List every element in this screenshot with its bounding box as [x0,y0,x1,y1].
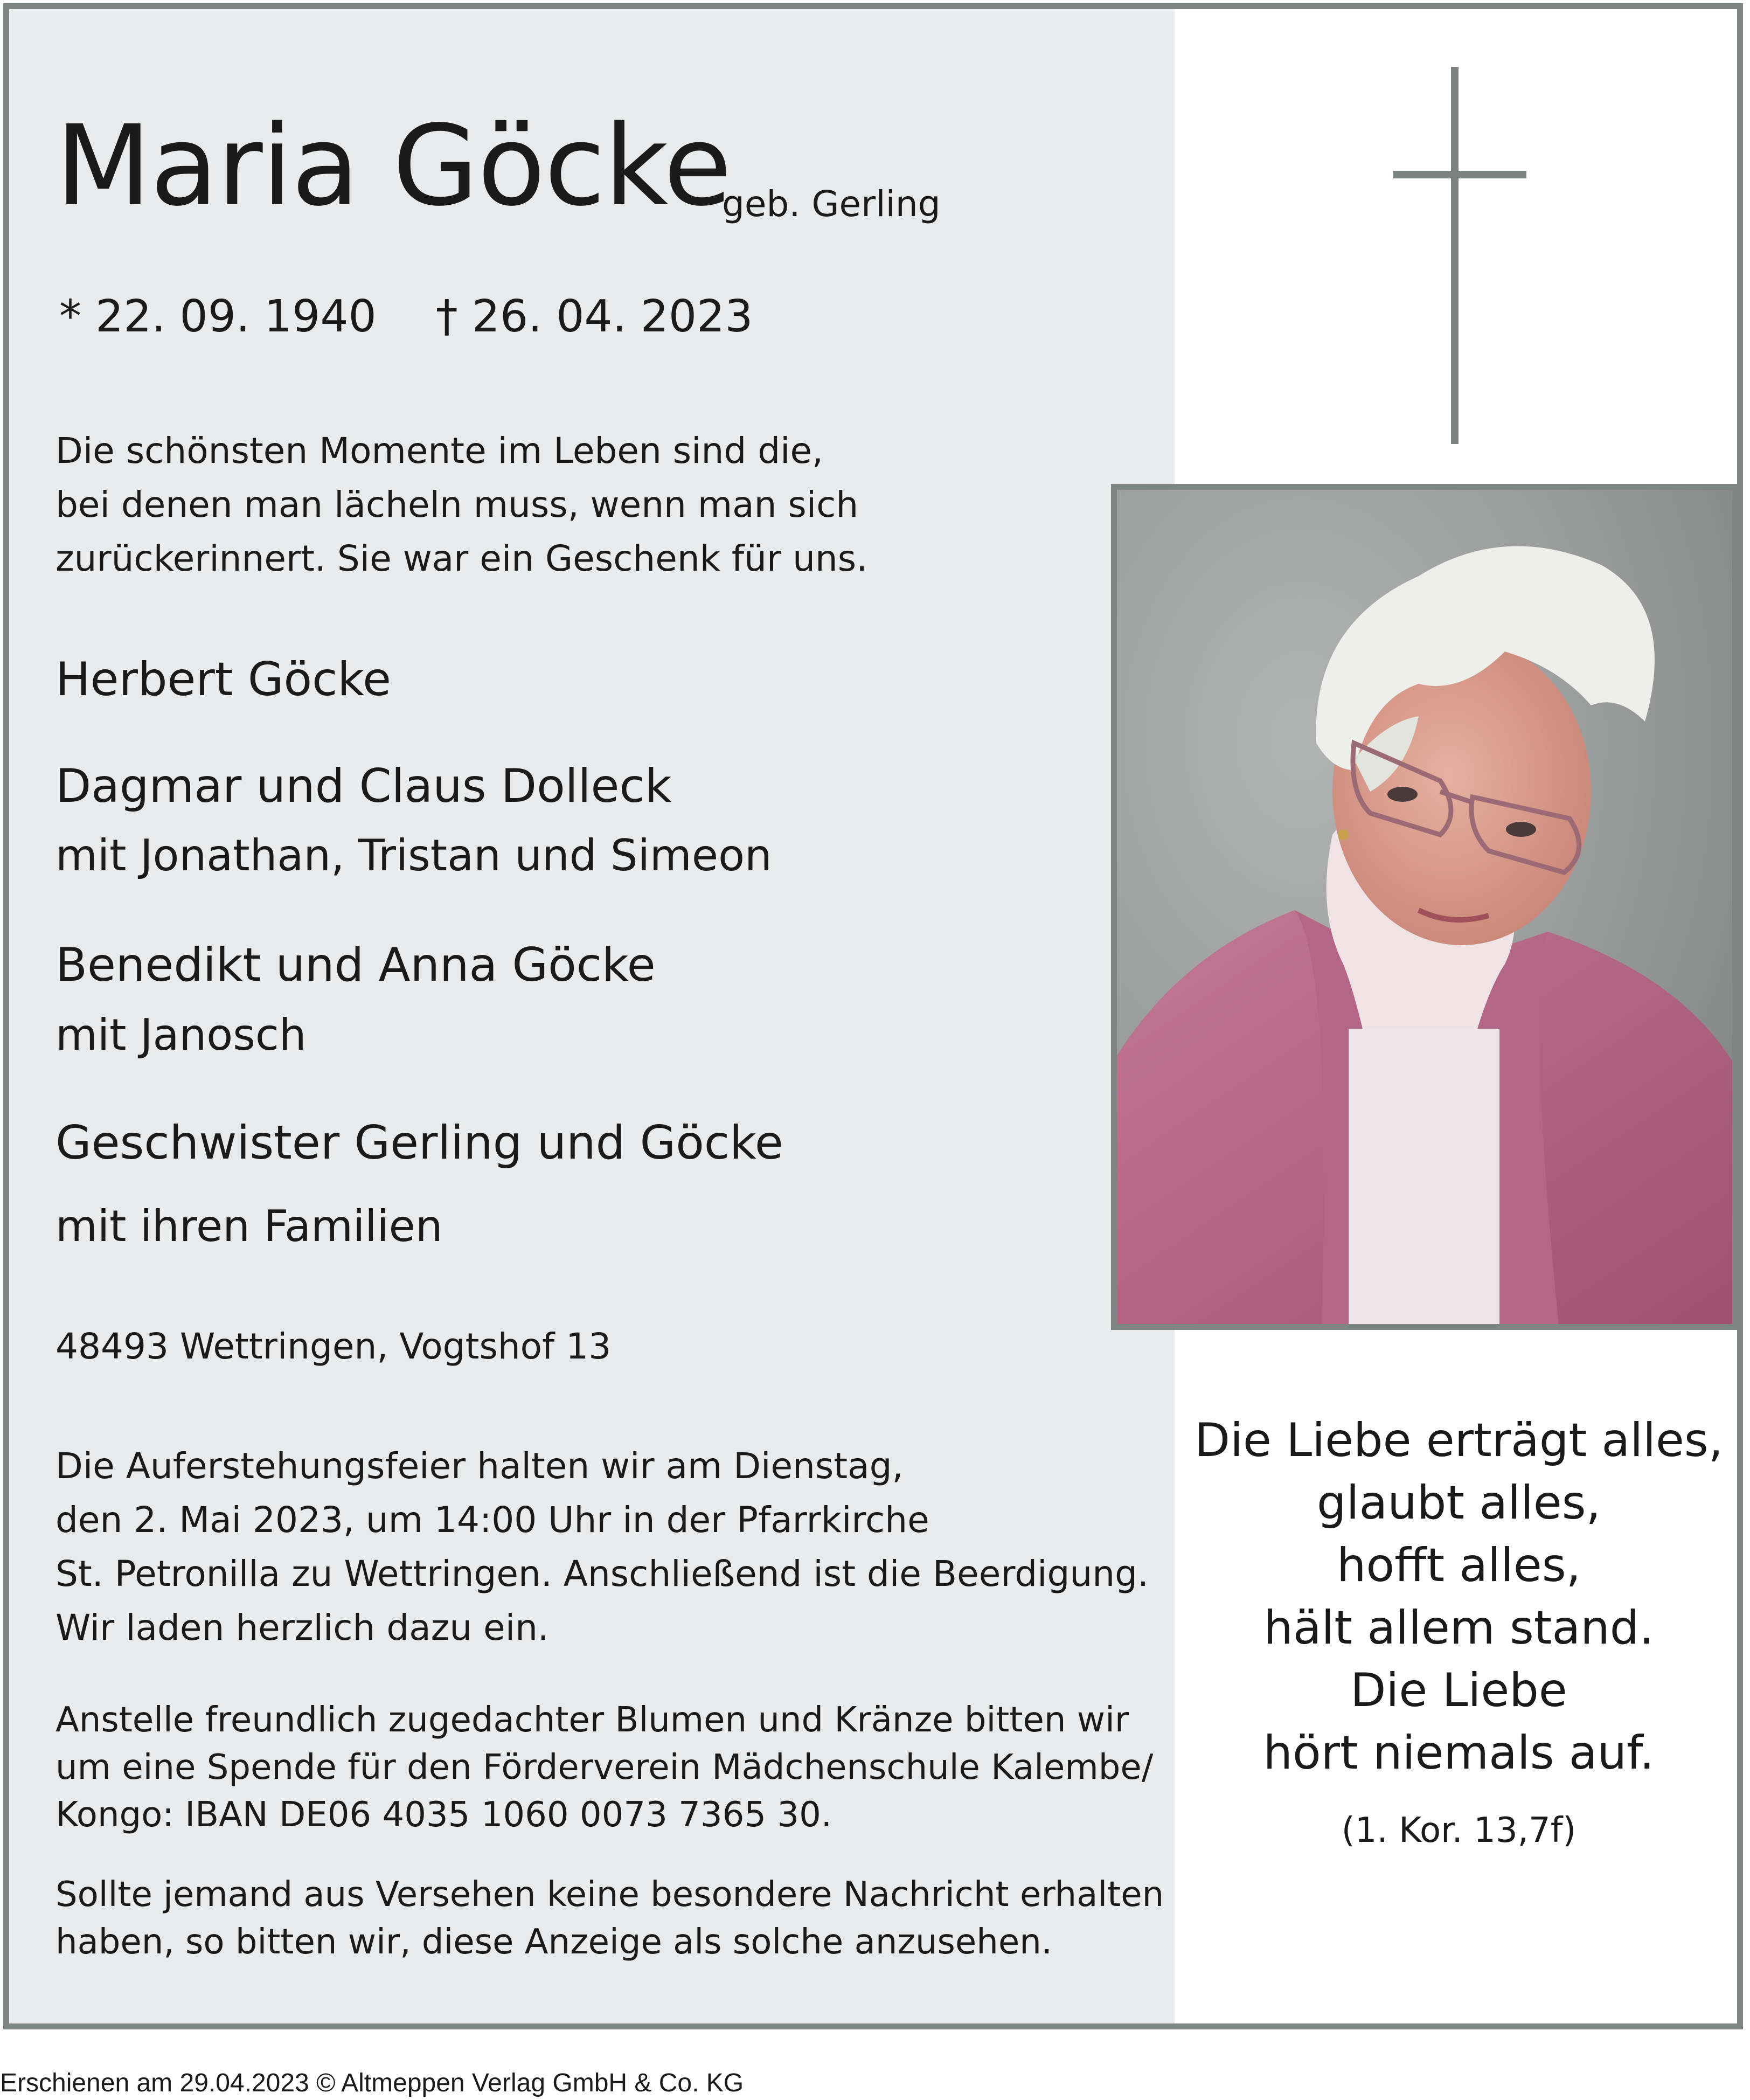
verse-line: hält allem stand. [1263,1601,1654,1655]
notice-line: haben, so bitten wir, diese Anzeige als solche anzusehen. [55,1922,1053,1962]
mourner-sub: mit Jonathan, Tristan und Simeon [55,830,772,881]
verse-line: hört niemals auf. [1263,1726,1655,1780]
verse-line: hofft alles, [1337,1538,1581,1592]
birth-date: * 22. 09. 1940 [59,291,377,342]
quote-line: zurückerinnert. Sie war ein Geschenk für uns. [55,538,868,579]
verse-line: Die Liebe erträgt alles, [1194,1413,1724,1467]
death-date: † 26. 04. 2023 [435,291,753,342]
life-dates [59,291,753,342]
mourner-name: Dagmar und Claus Dolleck [55,759,672,813]
ceremony-line: Wir laden herzlich dazu ein. [55,1607,549,1648]
verse-line: glaubt alles, [1317,1476,1601,1530]
verse-line: Die Liebe [1350,1664,1567,1717]
quote-line: bei denen man lächeln muss, wenn man sich [55,484,859,525]
maiden-name: geb. Gerling [722,183,941,225]
deceased-name: Maria Göcke [55,101,731,231]
mourner-name: Geschwister Gerling und Göcke [55,1116,783,1170]
mourner-name: Herbert Göcke [55,653,392,706]
mourner-sub: mit ihren Familien [55,1201,443,1251]
donation-line: Anstelle freundlich zugedachter Blumen und Kränze bitten wir [55,1700,1129,1740]
mourner-name: Benedikt und Anna Göcke [55,938,656,992]
donation-line: um eine Spende für den Förderverein Mädchenschule Kalembe/ [55,1748,1154,1787]
mourner-sub: mit Janosch [55,1010,307,1060]
ceremony-line: Die Auferstehungsfeier halten wir am Dienstag, [55,1445,904,1487]
donation-line: Kongo: IBAN DE06 4035 1060 0073 7365 30. [55,1795,832,1835]
ceremony-line: St. Petronilla zu Wettringen. Anschließend ist die Beerdigung. [55,1553,1149,1595]
portrait-illustration [1117,490,1732,1324]
ceremony-line: den 2. Mai 2023, um 14:00 Uhr in der Pfarrkirche [55,1499,929,1541]
verse-reference: (1. Kor. 13,7f) [1341,1811,1577,1851]
notice-line: Sollte jemand aus Versehen keine besondere Nachricht erhalten [55,1875,1164,1915]
quote-line: Die schönsten Momente im Leben sind die, [55,430,824,472]
portrait-photo [1111,484,1738,1330]
address: 48493 Wettringen, Vogtshof 13 [55,1326,612,1367]
publication-footer: Erschienen am 29.04.2023 © Altmeppen Verlag GmbH & Co. KG [0,2069,744,2097]
